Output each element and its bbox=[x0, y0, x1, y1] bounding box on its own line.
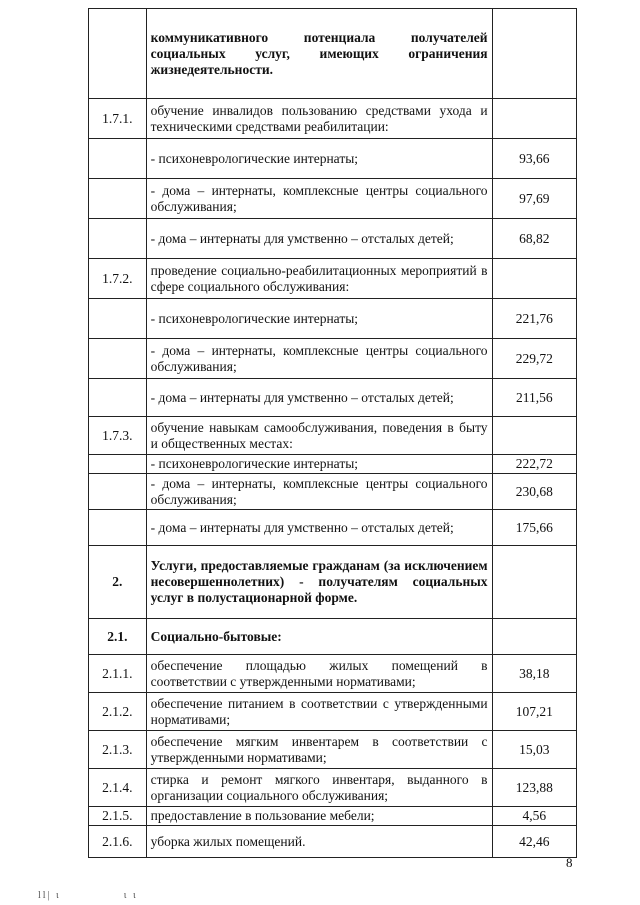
service-tariff bbox=[492, 546, 576, 619]
table-row bbox=[89, 693, 577, 731]
table-row bbox=[89, 417, 577, 455]
service-tariff: 230,68 bbox=[492, 474, 576, 510]
table-row bbox=[89, 546, 577, 619]
row-number bbox=[89, 474, 147, 510]
row-number bbox=[89, 510, 147, 546]
table-row bbox=[89, 455, 577, 474]
table-row bbox=[89, 259, 577, 299]
table-row bbox=[89, 731, 577, 769]
service-description: предоставление в пользование мебели; bbox=[146, 807, 492, 826]
table-row bbox=[89, 619, 577, 655]
service-tariff: 107,21 bbox=[492, 693, 576, 731]
service-description: - дома – интернаты для умственно – отсталых детей; bbox=[146, 219, 492, 259]
service-description: - дома – интернаты, комплексные центры социального обслуживания; bbox=[146, 179, 492, 219]
row-number: 2.1.6. bbox=[89, 826, 147, 858]
service-description: - дома – интернаты, комплексные центры социального обслуживания; bbox=[146, 474, 492, 510]
scan-marks: ll| ι ι ι bbox=[38, 890, 138, 901]
table-row bbox=[89, 339, 577, 379]
row-number: 1.7.2. bbox=[89, 259, 147, 299]
row-number bbox=[89, 455, 147, 474]
service-description: - психоневрологические интернаты; bbox=[146, 299, 492, 339]
service-tariff: 123,88 bbox=[492, 769, 576, 807]
service-tariff: 15,03 bbox=[492, 731, 576, 769]
service-tariff: 42,46 bbox=[492, 826, 576, 858]
row-number: 2.1.4. bbox=[89, 769, 147, 807]
service-description: - дома – интернаты для умственно – отсталых детей; bbox=[146, 379, 492, 417]
service-description: обучение инвалидов пользованию средствами ухода и техническими средствами реабилитации: bbox=[146, 99, 492, 139]
table-row bbox=[89, 179, 577, 219]
service-description: обеспечение питанием в соответствии с утвержденными нормативами; bbox=[146, 693, 492, 731]
service-description: стирка и ремонт мягкого инвентаря, выданного в организации социального обслуживания; bbox=[146, 769, 492, 807]
service-tariff: 68,82 bbox=[492, 219, 576, 259]
service-tariff bbox=[492, 619, 576, 655]
table-row bbox=[89, 826, 577, 858]
service-tariff: 93,66 bbox=[492, 139, 576, 179]
service-tariff bbox=[492, 259, 576, 299]
service-description: уборка жилых помещений. bbox=[146, 826, 492, 858]
row-number bbox=[89, 299, 147, 339]
service-description: - психоневрологические интернаты; bbox=[146, 455, 492, 474]
row-number bbox=[89, 219, 147, 259]
service-tariff bbox=[492, 9, 576, 99]
tariff-table-body bbox=[89, 9, 577, 858]
table-row bbox=[89, 807, 577, 826]
service-description: - дома – интернаты для умственно – отсталых детей; bbox=[146, 510, 492, 546]
service-tariff: 175,66 bbox=[492, 510, 576, 546]
row-number bbox=[89, 9, 147, 99]
service-tariff: 97,69 bbox=[492, 179, 576, 219]
row-number bbox=[89, 379, 147, 417]
service-tariff: 222,72 bbox=[492, 455, 576, 474]
row-number: 2.1.5. bbox=[89, 807, 147, 826]
row-number: 1.7.3. bbox=[89, 417, 147, 455]
table-row bbox=[89, 769, 577, 807]
service-description: обучение навыкам самообслуживания, поведения в быту и общественных местах: bbox=[146, 417, 492, 455]
row-number: 2.1.1. bbox=[89, 655, 147, 693]
service-tariff: 4,56 bbox=[492, 807, 576, 826]
service-tariff: 229,72 bbox=[492, 339, 576, 379]
table-row bbox=[89, 379, 577, 417]
row-number bbox=[89, 179, 147, 219]
service-description: Услуги, предоставляемые гражданам (за исключением несовершеннолетних) - получателям социальных услуг в полустационарной форме. bbox=[146, 546, 492, 619]
row-number: 2.1. bbox=[89, 619, 147, 655]
service-description: - дома – интернаты, комплексные центры социального обслуживания; bbox=[146, 339, 492, 379]
service-tariff bbox=[492, 417, 576, 455]
service-description: обеспечение мягким инвентарем в соответствии с утвержденными нормативами; bbox=[146, 731, 492, 769]
service-tariff bbox=[492, 99, 576, 139]
table-row bbox=[89, 299, 577, 339]
tariff-table bbox=[88, 8, 577, 858]
row-number: 1.7.1. bbox=[89, 99, 147, 139]
table-row bbox=[89, 510, 577, 546]
row-number bbox=[89, 339, 147, 379]
row-number: 2.1.3. bbox=[89, 731, 147, 769]
service-description: обеспечение площадью жилых помещений в соответствии с утвержденными нормативами; bbox=[146, 655, 492, 693]
service-tariff: 38,18 bbox=[492, 655, 576, 693]
service-tariff: 221,76 bbox=[492, 299, 576, 339]
service-description: - психоневрологические интернаты; bbox=[146, 139, 492, 179]
row-number: 2. bbox=[89, 546, 147, 619]
service-description: коммуникативного потенциала получателей социальных услуг, имеющих ограничения жизнедеятельности. bbox=[146, 9, 492, 99]
table-row bbox=[89, 99, 577, 139]
row-number bbox=[89, 139, 147, 179]
service-description: Социально-бытовые: bbox=[146, 619, 492, 655]
service-tariff: 211,56 bbox=[492, 379, 576, 417]
table-row bbox=[89, 9, 577, 99]
table-row bbox=[89, 139, 577, 179]
table-row bbox=[89, 474, 577, 510]
table-row bbox=[89, 219, 577, 259]
service-description: проведение социально-реабилитационных мероприятий в сфере социального обслуживания: bbox=[146, 259, 492, 299]
page-number: 8 bbox=[566, 855, 573, 870]
row-number: 2.1.2. bbox=[89, 693, 147, 731]
table-row bbox=[89, 655, 577, 693]
